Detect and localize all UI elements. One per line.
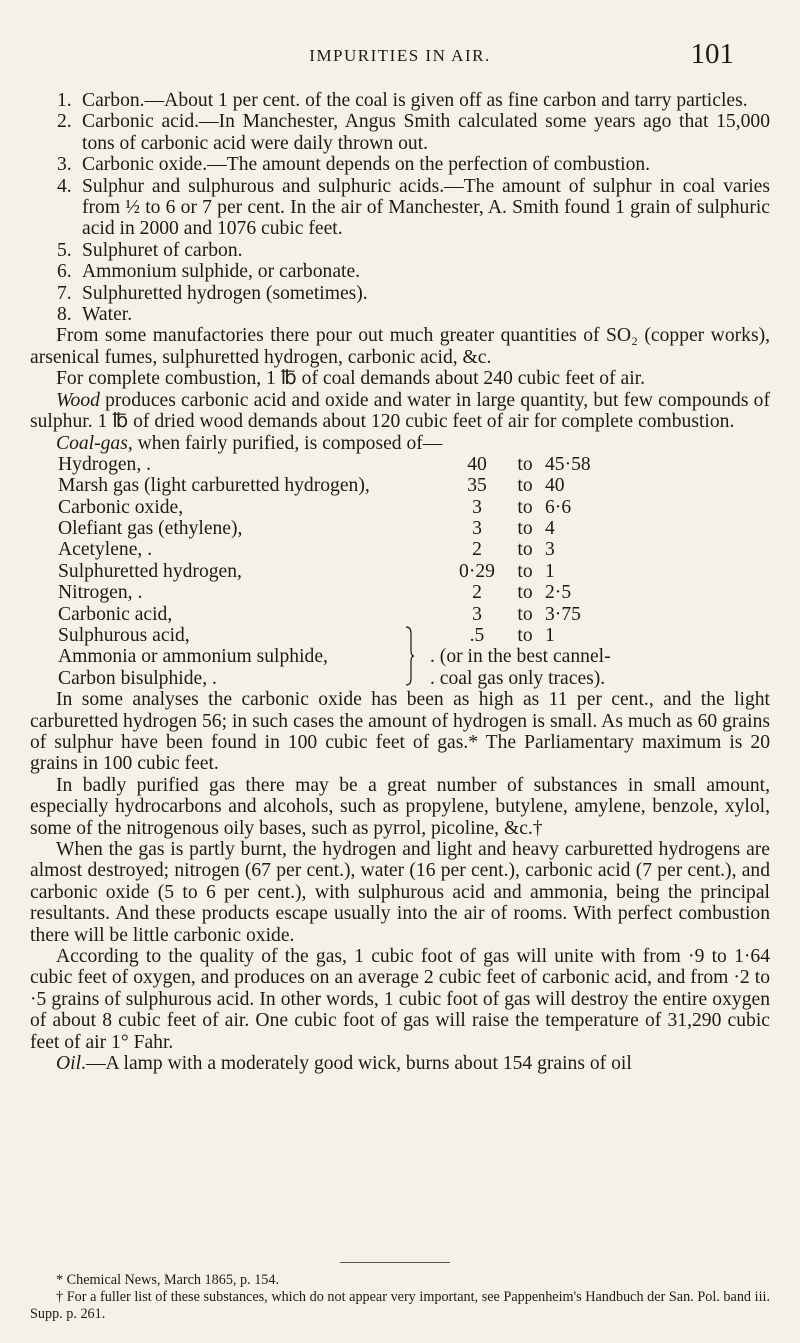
gas-high: 40: [545, 475, 565, 497]
wood-heading: Wood: [56, 389, 100, 411]
gas-low: 3: [472, 518, 482, 540]
running-head: IMPURITIES IN AIR.: [309, 46, 491, 65]
list-item-number: 1.: [57, 90, 72, 111]
braced-group: [58, 625, 770, 689]
gas-low: 40: [467, 453, 487, 475]
page-number: 101: [690, 38, 734, 70]
list-item: [30, 283, 770, 304]
gas-name: Ammonia or ammonium sulphide,: [58, 646, 328, 668]
list-item-number: 3.: [57, 154, 72, 176]
list-item-number: 6.: [57, 261, 72, 283]
list-item-text: Carbon.—About 1 per cent. of the coal is given off as fine carbon and tarry particles.: [82, 90, 748, 111]
gas-low: 0·29: [459, 560, 495, 582]
gas-low: 3: [472, 603, 482, 625]
paragraph-wood: [30, 390, 770, 433]
coal-impurities-list: [30, 90, 770, 325]
gas-to: to: [517, 625, 533, 647]
gas-name: Sulphuretted hydrogen,: [58, 560, 242, 582]
gas-high: 1: [545, 560, 555, 582]
coal-gas-text: , when fairly purified, is composed of—: [127, 432, 443, 454]
paragraph-oil: [30, 1053, 770, 1074]
gas-high: 4: [545, 518, 555, 540]
paragraph-badly-purified: In badly purified gas there may be a great number of substances in small amount, especially hydrocarbons and alcohols, such as propylene, butylene, amylene, benzole, xylol, some of the nitrogenous oily bases, such as pyrrol, picoline, &c.†: [30, 774, 770, 839]
gas-name: Olefiant gas (ethylene),: [58, 518, 243, 540]
gas-note: . coal gas only traces).: [430, 667, 606, 689]
gas-to: to: [517, 496, 533, 518]
list-item: [30, 304, 770, 325]
gas-name: Carbonic oxide,: [58, 496, 184, 518]
list-item-text: Carbonic oxide.—The amount depends on the perfection of combustion.: [82, 154, 651, 176]
gas-low: 2: [472, 582, 482, 604]
gas-name: Acetylene, .: [58, 539, 153, 561]
list-item-number: 7.: [57, 282, 72, 304]
table-row: [58, 539, 770, 560]
wood-text: produces carbonic acid and oxide and water in large quantity, but few compounds of sulphur. 1 ℔ of dried wood demands about 120 cubic feet of air for complete combustion.: [30, 389, 770, 433]
oil-heading: Oil: [56, 1053, 82, 1075]
oil-text: .—A lamp with a moderately good wick, burns about 154 grains of oil: [81, 1053, 632, 1075]
table-row: [58, 646, 770, 667]
list-item-text: Ammonium sulphide, or carbonate.: [82, 261, 361, 283]
table-row: [58, 582, 770, 603]
paragraph-manufactories: From some manufactories there pour out much greater quantities of SO₂ (copper works), arsenical fumes, sulphuretted hydrogen, carbonic acid, &c.: [30, 325, 770, 368]
table-row: [58, 604, 770, 625]
table-row: [58, 454, 770, 475]
gas-name: Carbonic acid,: [58, 603, 173, 625]
footnotes: [30, 1272, 770, 1323]
gas-low: 35: [467, 475, 487, 497]
paragraph-analyses: In some analyses the carbonic oxide has been as high as 11 per cent., and the light carburetted hydrogen 56; in such cases the amount of hydrogen is small. As much as 60 grains of sulphur have been found in 100 cubic feet of gas.* The Parliamentary maximum is 20 grains in 100 cubic feet.: [30, 689, 770, 775]
gas-to: to: [517, 582, 533, 604]
gas-high: 2·5: [545, 582, 572, 604]
page-header: [0, 38, 800, 78]
table-row: [58, 668, 770, 689]
list-item: [30, 90, 770, 111]
page-body: [30, 90, 770, 1075]
gas-name: Sulphurous acid,: [58, 625, 190, 647]
gas-name: Hydrogen, .: [58, 453, 152, 475]
gas-note: . (or in the best cannel-: [430, 646, 611, 668]
coal-gas-heading: Coal-gas: [56, 432, 128, 454]
gas-name: Carbon bisulphide, .: [58, 667, 217, 689]
list-item: [30, 176, 770, 240]
footnote-rule: [340, 1262, 450, 1263]
gas-to: to: [517, 475, 533, 497]
table-row: [58, 497, 770, 518]
gas-low: .5: [469, 625, 485, 647]
gas-high: 3: [545, 539, 555, 561]
table-row: [58, 561, 770, 582]
gas-low: 2: [472, 539, 482, 561]
list-item-text: Sulphuretted hydrogen (sometimes).: [82, 282, 368, 304]
footnote: † For a fuller list of these substances, which do not appear very important, see Pappenheim's Handbuch der San. Pol. band iii. Supp. p. 261.: [30, 1289, 770, 1322]
paragraph-gas-quality: According to the quality of the gas, 1 cubic foot of gas will unite with from ·9 to 1·64 cubic feet of oxygen, and produces on an average 2 cubic feet of carbonic acid, and from ·2 to ·5 grains of sulphurous acid. In other words, 1 cubic foot of gas will destroy the entire oxygen of about 8 cubic feet of air. One cubic foot of gas will raise the temperature of 31,290 cubic feet of air 1° Fahr.: [30, 946, 770, 1053]
gas-name: Nitrogen, .: [58, 582, 143, 604]
list-item: [30, 111, 770, 154]
gas-high: 6·6: [545, 496, 572, 518]
table-row: [58, 625, 770, 646]
list-item-text: Sulphuret of carbon.: [82, 239, 243, 261]
list-item-text: Carbonic acid.—In Manchester, Angus Smith calculated some years ago that 15,000 tons of carbonic acid were daily thrown out.: [82, 111, 770, 154]
table-row: [58, 518, 770, 539]
gas-low: 3: [472, 496, 482, 518]
list-item-number: 4.: [57, 175, 72, 197]
gas-to: to: [517, 453, 533, 475]
coal-gas-composition-table: [58, 454, 770, 689]
gas-high: 3·75: [545, 603, 581, 625]
list-item: [30, 240, 770, 261]
gas-to: to: [517, 560, 533, 582]
paragraph-coal-gas: [30, 433, 770, 454]
table-row: [58, 475, 770, 496]
list-item-number: 2.: [57, 111, 72, 133]
footnote: * Chemical News, March 1865, p. 154.: [56, 1272, 280, 1288]
gas-high: 45·58: [545, 453, 591, 475]
list-item-number: 5.: [57, 239, 72, 261]
gas-to: to: [517, 603, 533, 625]
paragraph-partly-burnt: When the gas is partly burnt, the hydrogen and light and heavy carburetted hydrogens are almost destroyed; nitrogen (67 per cent.), water (16 per cent.), carbonic acid (7 per cent.), and carbonic oxide (5 to 6 per cent.), with sulphurous acid and ammonia, being the principal resultants. And these products escape usually into the air of rooms. With perfect combustion there will be little carbonic oxide.: [30, 839, 770, 946]
list-item: [30, 261, 770, 282]
gas-to: to: [517, 539, 533, 561]
gas-name: Marsh gas (light carburetted hydrogen),: [58, 475, 370, 497]
list-item-number: 8.: [57, 304, 72, 326]
paragraph-coal-combustion: For complete combustion, 1 ℔ of coal demands about 240 cubic feet of air.: [56, 368, 645, 390]
gas-high: 1: [545, 625, 555, 647]
gas-to: to: [517, 518, 533, 540]
list-item-text: Water.: [82, 304, 133, 326]
list-item-text: Sulphur and sulphurous and sulphuric acids.—The amount of sulphur in coal varies from ½ to 6 or 7 per cent. In the air of Manchester, A. Smith found 1 grain of sulphuric acid in 2000 and 1076 cubic feet.: [82, 175, 770, 240]
list-item: [30, 154, 770, 175]
